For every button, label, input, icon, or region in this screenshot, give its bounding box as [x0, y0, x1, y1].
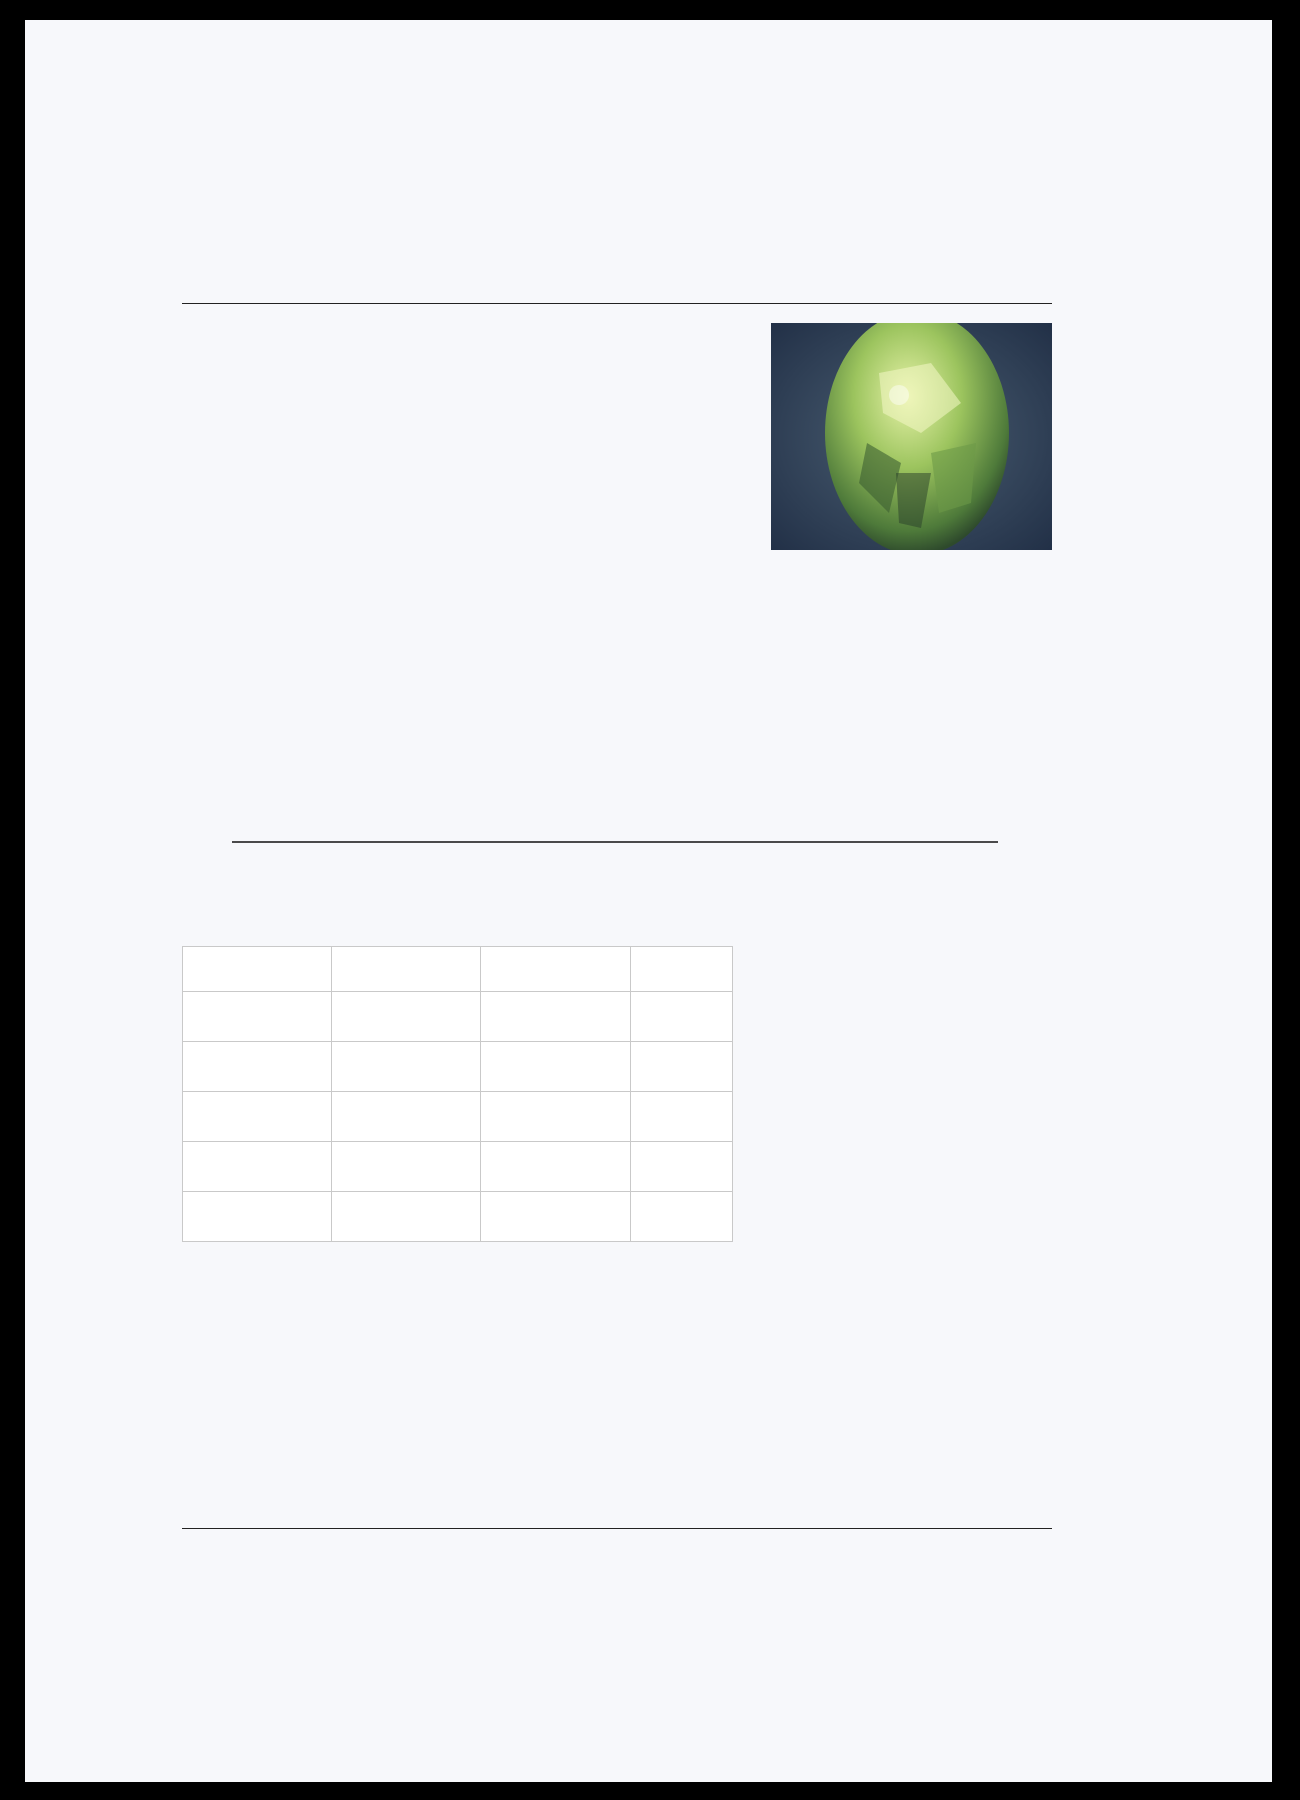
spectrum-chart — [232, 575, 1002, 865]
sample-info — [182, 325, 498, 511]
info-row — [182, 352, 498, 379]
info-row — [182, 325, 498, 352]
color-cell — [631, 1042, 733, 1092]
info-label — [182, 352, 498, 379]
intensity-cell — [481, 1092, 631, 1142]
intensity-cell — [481, 992, 631, 1042]
element-cell — [183, 1192, 332, 1242]
info-row — [182, 458, 498, 485]
info-row — [182, 405, 498, 432]
intensity-cell — [481, 1192, 631, 1242]
content-cell — [332, 1142, 481, 1192]
info-label — [182, 405, 498, 432]
table-row — [183, 992, 733, 1042]
color-cell — [631, 1092, 733, 1142]
info-label — [182, 458, 498, 485]
table-row — [183, 1142, 733, 1192]
content-cell — [332, 1092, 481, 1142]
column-header-content — [332, 947, 481, 992]
report-page — [25, 20, 1272, 1782]
column-header-intensity — [481, 947, 631, 992]
column-header-element — [183, 947, 332, 992]
color-swatch — [634, 1097, 729, 1136]
color-swatch — [634, 997, 729, 1036]
info-label — [182, 378, 498, 405]
info-label — [182, 484, 498, 511]
top-divider — [182, 303, 1052, 304]
table-row — [183, 1042, 733, 1092]
element-cell — [183, 1092, 332, 1142]
column-header-color — [631, 947, 733, 992]
element-cell — [183, 1142, 332, 1192]
intensity-cell — [481, 1042, 631, 1092]
info-row — [182, 431, 498, 458]
info-row — [182, 378, 498, 405]
content-cell — [332, 992, 481, 1042]
info-label — [182, 325, 498, 352]
element-cell — [183, 1042, 332, 1092]
content-cell — [332, 1042, 481, 1092]
color-cell — [631, 992, 733, 1042]
color-swatch — [634, 1197, 729, 1236]
bottom-divider — [182, 1528, 1052, 1529]
sample-photo — [771, 323, 1052, 550]
color-cell — [631, 1142, 733, 1192]
composition-pie-chart — [750, 955, 1050, 1255]
color-swatch — [634, 1047, 729, 1086]
intensity-cell — [481, 1142, 631, 1192]
info-label — [182, 431, 498, 458]
table-header-row — [183, 947, 733, 992]
result-table — [182, 946, 733, 1242]
element-cell — [183, 992, 332, 1042]
content-cell — [332, 1192, 481, 1242]
info-row — [182, 484, 498, 511]
color-swatch — [634, 1147, 729, 1186]
color-cell — [631, 1192, 733, 1242]
table-row — [183, 1192, 733, 1242]
table-row — [183, 1092, 733, 1142]
